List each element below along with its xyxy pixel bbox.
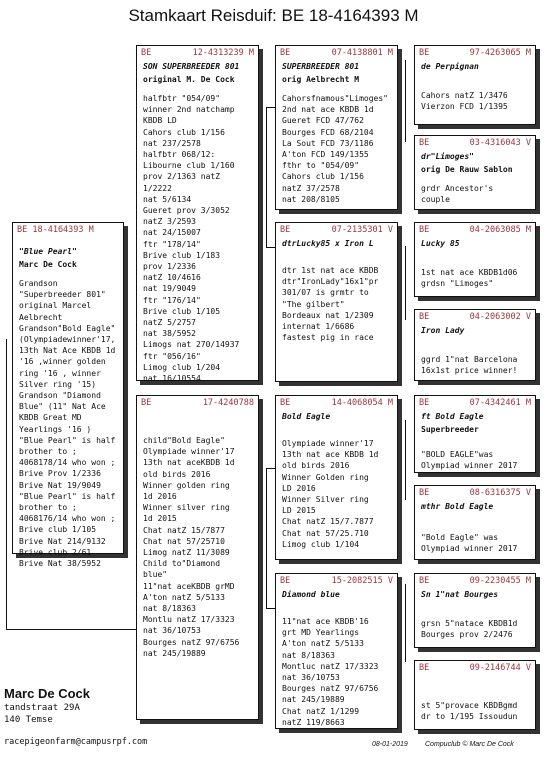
ring-number: BE 04-2063002 V (419, 312, 531, 322)
owner-email[interactable]: racepigeonfarm@campusrpf.com (4, 737, 148, 747)
pigeon-name: Bold Eagle (282, 412, 331, 421)
connector-line (405, 246, 406, 320)
pigeon-details: Grandson "Superbreeder 801" original Marcel Aelbrecht Grandson"Bold Eagle" (Olympiadewinner'17, 13th Nat Ace KBDB 1d '16 ,winner golden ring '16 , winner Silver ring '15) Grandson "Diamond Blue" (11" Nat Ace KBDB Great MD Yearlings '16 ) "Blue Pearl" is half brother to ; 4068178/14 who won ; Brive Prov 1/2336 Brive Nat 19/9049 "Blue Pearl" is half brother to ; 4068176/14 who won ; Brive club 1/105 Brive Nat 214/9132 Brive club 2/61 Brive Nat 38/5952 (19, 279, 116, 569)
connector-line (405, 584, 406, 662)
ring-number: BE 04-2063085 M (419, 225, 531, 235)
ring-number: BE 03-4316043 V (419, 138, 531, 148)
pigeon-name: Sn 1"nat Bourges (421, 590, 499, 599)
pigeon-details: ggrd 1"nat Barcelona 16x1st price winner! (421, 355, 518, 376)
pedigree-card-sire-sire (275, 45, 398, 210)
pedigree-card-dss (414, 395, 536, 473)
pigeon-details: 1st nat ace KBDB1d06 grdsn "Limoges" (421, 268, 518, 289)
ring-number: BE 07-2135301 V (280, 225, 393, 235)
pigeon-name: SUPERBREEDER 801 (282, 62, 360, 71)
ring-number: BE 97-4263065 M (419, 48, 531, 58)
ring-number: BE 09-2230455 M (419, 576, 531, 586)
footer-credit: Compuclub © Marc De Cock (425, 741, 514, 748)
pigeon-name: ft Bold Eagle (421, 412, 484, 421)
pigeon-origin: orig Aelbrecht M (282, 75, 360, 84)
ring-number: BE 12-4313239 M (141, 48, 254, 58)
pigeon-details: grdr Ancestor's couple (421, 184, 494, 205)
pedigree-card-dds (414, 573, 536, 648)
pigeon-name: mthr Bold Eagle (421, 502, 494, 511)
owner-name: Marc De Cock (4, 686, 90, 701)
pigeon-details: 11"nat ace KBDB'16 grt MD Yearlings A'ton natZ 5/5133 nat 8/18363 Montluc natZ 17/3323 nat 36/10753 Bourges natZ 97/6756 nat 245/19889 Chat natZ 1/1299 natZ 119/8663 (282, 617, 379, 727)
pigeon-origin: Superbreeder (421, 425, 479, 434)
pigeon-details: "Bold Eagle" was Olympiad winner 2017 (421, 533, 518, 554)
pedigree-card-dam (136, 395, 259, 720)
ring-number: BE 17-4240788 (141, 398, 254, 408)
connector-line (6, 339, 7, 630)
pedigree-card-sdd (414, 309, 536, 381)
ring-number: BE 07-4342461 M (419, 398, 531, 408)
connector-line (266, 107, 267, 247)
ring-number: BE 09-2146744 V (419, 663, 531, 673)
pigeon-details: child"Bold Eagle" Olympiade winner'17 13th nat aceKBDB 1d old birds 2016 Winner golden ring 1d 2016 Winner silver ring 1d 2015 Chat natZ 15/7877 Chat nat 57/25710 Limog natZ 11/3089 Child to"Diamond blue" 11"nat aceKBDB grMD A'ton natZ 5/5133 nat 8/18363 Montlu natZ 17/3323 nat 36/10753 Bourges natZ 97/6756 nat 245/19889 (143, 436, 240, 658)
pigeon-name: Lucky 85 (421, 239, 460, 248)
pigeon-details: Olympiade winner'17 13th nat ace KBDB 1d old birds 2016 Winner Golden ring LD 2016 Winner Silver ring LD 2015 Chat natZ 15/7.7877 Chat nat 57/25.710 Limog club 1/104 (282, 439, 379, 549)
pedigree-card-sire-dam (275, 222, 398, 382)
ring-number: BE 14-4068054 M (280, 398, 393, 408)
page-title: Stamkaart Reisduif: BE 18-4164393 M (128, 6, 419, 25)
pigeon-name: "Blue Pearl" (19, 247, 77, 256)
connector-line (6, 629, 136, 630)
pedigree-card-ddd (414, 660, 536, 730)
pigeon-origin: original M. De Cock (143, 75, 235, 84)
print-date: 08-01-2019 (372, 741, 408, 748)
pigeon-details: halfbtr "054/09" winner 2nd natchamp KBDB LD Cahors club 1/156 nat 237/2578 halfbtr 068/12: Libourne club 1/160 prov 2/1363 natZ 1/2222 nat 5/6134 Gueret prov 3/3052 natZ 3/2593 nat 24/15007 ftr "178/14" Brive club 1/183 prov 1/2336 natZ 10/4616 nat 19/9049 ftr "176/14" Brive club 1/105 natZ 5/2757 nat 38/5952 Limogs nat 270/14937 ftr "056/16" Limog club 1/204 nat 16/10554 (143, 94, 240, 384)
pigeon-name: Iron Lady (421, 326, 465, 335)
pedigree-card-subject (12, 222, 124, 569)
owner-city: 140 Temse (4, 715, 53, 725)
ring-number: BE 18-4164393 M (17, 225, 94, 235)
pedigree-card-sire (136, 45, 259, 384)
pigeon-details: Cahorsfnamous"Limoges" 2nd nat ace KBDB 1d Gueret FCD 47/762 Bourges FCD 68/2104 La Sout FCD 73/1186 A'ton FCD 149/1355 fthr to "054/09" Cahors club 1/156 natZ 37/2578 nat 208/8105 (282, 94, 388, 204)
ring-number: BE 08-6316375 V (419, 488, 531, 498)
pedigree-card-sss (414, 45, 536, 125)
pigeon-name: Diamond blue (282, 590, 340, 599)
pigeon-details: grsn 5"natace KBDB1d Bourges prov 2/2476 (421, 619, 518, 640)
pedigree-card-dam-sire (275, 395, 398, 560)
owner-street: tandstraat 29A (4, 703, 80, 713)
connector-line (405, 60, 406, 142)
pigeon-name: dtrLucky85 x Iron L (282, 239, 374, 248)
pigeon-name: SON SUPERBREEDER 801 (143, 62, 240, 71)
connector-line (266, 468, 267, 608)
pedigree-card-ssd (414, 135, 536, 210)
pigeon-details: dtr 1st nat ace KBDB dtr"IronLady"16x1"pr 301/07 is grmtr to "The gilbert" Bordeaux nat 1/2309 internat 1/6686 fastest pig in race (282, 266, 379, 343)
pigeon-details: st 5"provace KBDBgmd dr to 1/195 Issoudun (421, 701, 518, 722)
pigeon-name: de Perpignan (421, 62, 479, 71)
connector-line (405, 420, 406, 500)
ring-number: BE 15-2082515 V (280, 576, 393, 586)
pigeon-name: dr"Limoges" (421, 152, 474, 161)
pigeon-origin: orig De Rauw Sablon (421, 165, 513, 174)
pedigree-card-sds (414, 222, 536, 297)
pigeon-details: Cahors natZ 1/3476 Vierzon FCD 1/1395 (421, 91, 508, 112)
pigeon-details: "BOLD EAGLE"was Olympiad winner 2017 (421, 450, 518, 471)
breeder-name: Marc De Cock (19, 260, 77, 269)
ring-number: BE 07-4138801 M (280, 48, 393, 58)
pedigree-card-dsd (414, 485, 536, 560)
pedigree-card-dam-dam (275, 573, 398, 729)
